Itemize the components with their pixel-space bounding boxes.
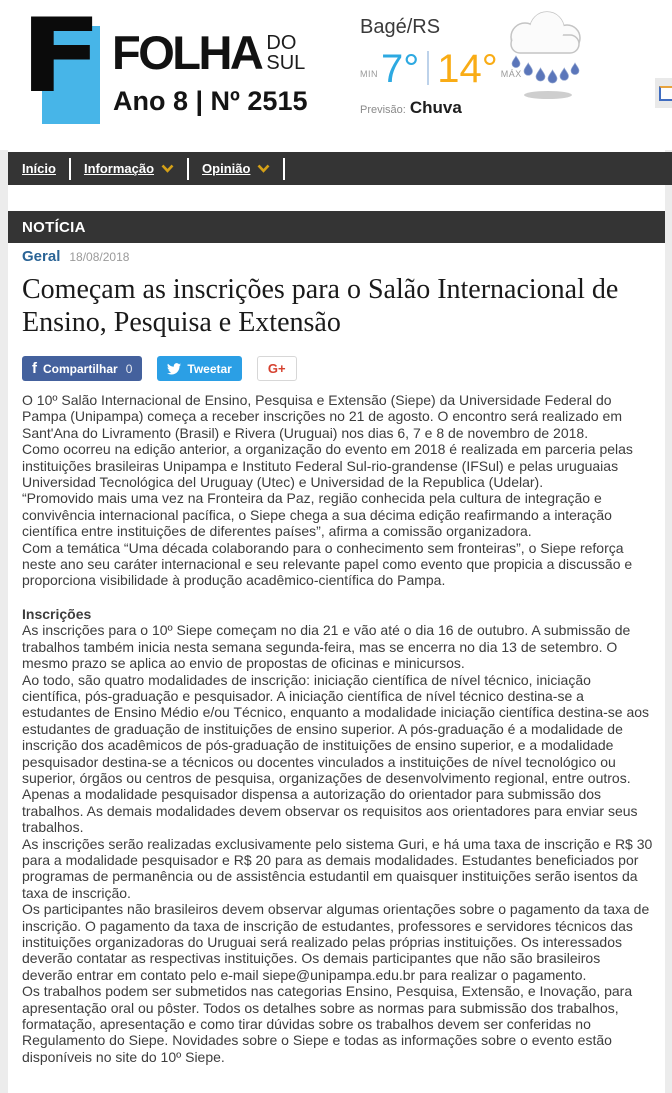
nav-separator [69,158,71,180]
facebook-share-count: 0 [125,361,133,376]
twitter-icon [167,363,181,375]
googleplus-share-button[interactable] [257,356,297,381]
logo-suffix-bottom: SUL [266,52,306,74]
weather-forecast-label: Previsão: [360,104,406,116]
nav-item-informacao[interactable] [84,161,174,176]
share-buttons [22,356,655,381]
cutoff-widget-icon [659,86,672,101]
chevron-down-icon [161,164,174,173]
article-title: Começam as inscrições para o Salão Internacional de Ensino, Pesquisa e Extensão [22,274,619,338]
twitter-share-button[interactable] [157,356,241,381]
nav-item-label: Opinião [202,161,251,176]
weather-min-temp: 7° [381,47,420,91]
nav-item-label: Informação [83,161,155,176]
facebook-icon: f [32,360,37,377]
article-paragraph: Os trabalhos podem ser submetidos nas categorias Ensino, Pesquisa, Extensão, e Inovação, para apresentação oral ou pôster. Todos os detalhes sobre as normas para submissão dos trabalhos, formatação, apresentação e como tirar dúvidas sobre os trabalhos devem ser conferidas no Regulamento do Siepe. Novidades sobre o Siepe e todas as informações sobre o evento estão disponíveis no site do 10º Siepe. [22,983,633,1065]
article-body [22,392,655,1065]
chevron-down-icon [257,164,270,173]
rain-cloud-icon [498,6,598,111]
logo-name: FOLHA [112,26,262,79]
googleplus-icon: G+ [267,361,286,376]
article-paragraph: Ao todo, são quatro modalidades de inscrição: iniciação científica de nível técnico, iniciação científica, pós-graduação e pesquisador. A iniciação científica de nível técnico destina-se a estudantes de Ensino Médio e/ou Técnico, enquanto a modalidade iniciação científica destina-se aos estudantes de graduação de instituições de ensino superior. A pós-graduação é a modalidade de inscrição dos acadêmicos de pós-graduação de instituições de ensino superior, e a modalidade pesquisador destina-se a técnicos ou docentes vinculados a instituições de nível tecnológico ou superior, órgãos ou centros de pesquisa, organizações de desenvolvimento regional, entre outros. [22,671,650,786]
weather-divider [427,51,429,85]
article-paragraph: As inscrições serão realizadas exclusivamente pelo sistema Guri, e há uma taxa de inscrição e R$ 30 para a modalidade pesquisador e R$ 20 para as demais modalidades. Estudantes beneficiados por programas de permanência ou de assistência estudantil em quaisquer instituições serão isentos da taxa de inscrição. [22,835,653,901]
nav-separator [283,158,285,180]
logo-suffix-top: DO [266,32,297,54]
nav-item-label: Início [22,161,56,176]
site-header [0,0,672,150]
article-paragraph: Os participantes não brasileiros devem observar algumas orientações sobre o pagamento da taxa de inscrição. O pagamento da taxa de inscrição de estudantes, professores e servidores técnicos das instituições organizadoras do Uruguai será realizado pelas próprias instituições. Os interessados deverão contatar as respectivas instituições. Os demais participantes que não são brasileiros deverão entrar em contato pelo e-mail siepe@unipampa.edu.br para realizar o pagamento. [22,901,650,983]
weather-forecast-value: Chuva [409,98,462,117]
article-subheading: Inscrições [22,605,92,622]
article-paragraph: “Promovido mais uma vez na Fronteira da Paz, região conhecida pela cultura de integração e convivência internacional pacífica, o Siepe chega a sua décima edição reafirmando a interação científica entre instituições de diferentes países”, afirma a comissão organizadora. [22,490,612,540]
logo-title[interactable] [112,26,306,79]
article-paragraph: Com a temática “Uma década colaborando para o conhecimento sem fronteiras”, o Siepe reforça neste ano seu caráter internacional e seu relevante papel como evento que propicia a discussão e proporciona visibilidade à produção acadêmico-científica do Pampa. [22,539,633,589]
weather-max-label: MÁX [500,69,522,79]
article [22,248,655,1065]
nav-item-inicio[interactable] [22,161,56,176]
facebook-share-label: Compartilhar [43,361,118,376]
nav-separator [187,158,189,180]
article-paragraph: O 10º Salão Internacional de Ensino, Pesquisa e Extensão (Siepe) da Universidade Federal do Pampa (Unipampa) começa a receber inscrições no 21 de agosto. O encontro será realizado em Sant'Ana do Livramento (Brasil) e Rivera (Uruguai) nos dias 6, 7 e 8 de novembro de 2018. [22,392,622,441]
article-meta [22,248,655,265]
main-nav [8,152,672,185]
article-date: 18/08/2018 [69,250,130,264]
section-label: NOTÍCIA [22,218,86,236]
article-paragraph: Como ocorreu na edição anterior, a organização do evento em 2018 é realizada em parceria pelas instituições brasileiras Unipampa e Instituto Federal Sul-rio-grandense (IFSul) e pelas uruguaias Universidad Tecnológica del Uruguay (Utec) e Universidad de la Republica (Udelar). [22,441,633,491]
facebook-share-button[interactable] [22,356,142,381]
logo-letter-f: F [20,0,103,116]
section-bar [8,211,665,243]
weather-city: Bagé/RS [360,16,441,38]
article-paragraph: Apenas a modalidade pesquisador dispensa a autorização do orientador para submissão dos trabalhos. As demais modalidades devem observar os requisitos aos orientadores para enviar seus trabalhos. [22,786,638,836]
site-logo[interactable] [20,0,104,124]
twitter-share-label: Tweetar [187,361,232,376]
article-paragraph: As inscrições para o 10º Siepe começam no dia 21 e vão até o dia 16 de outubro. A submissão de trabalhos também inicia nesta semana segunda-feira, mas se encerra no dia 13 de setembro. O mesmo prazo se aplica ao envio de propostas de oficinas e minicursos. [22,622,631,672]
article-category-link[interactable]: Geral [22,248,61,265]
weather-max-temp: 14° [437,47,498,91]
weather-min-label: MIN [360,69,378,79]
cutoff-widget[interactable] [655,78,672,108]
nav-item-opiniao[interactable] [202,161,270,176]
logo-suffix [266,33,305,73]
edition-number: Ano 8 | Nº 2515 [113,86,308,116]
